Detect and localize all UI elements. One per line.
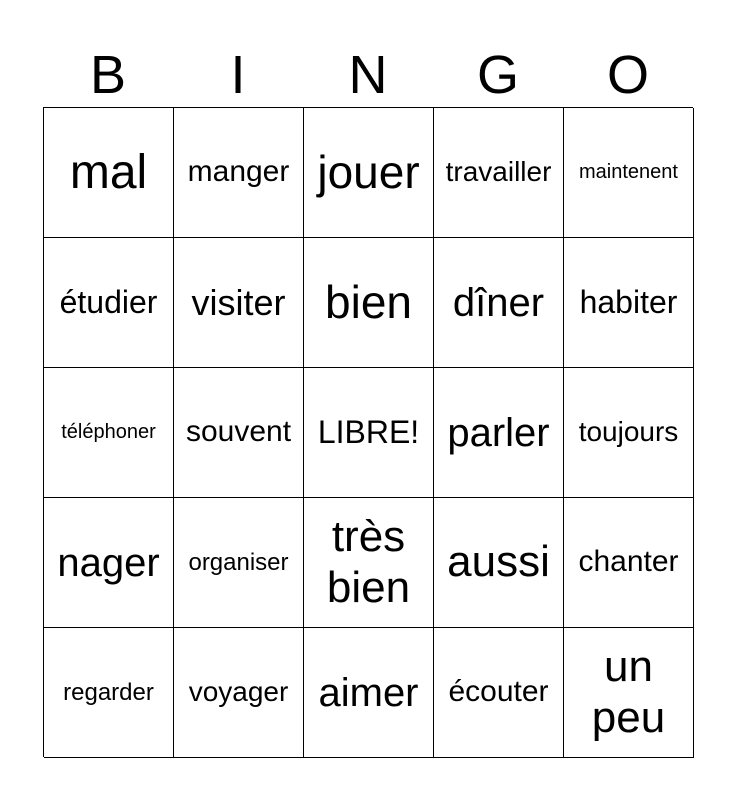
bingo-cell[interactable]: aimer [304,628,434,758]
header-letter-b: B [89,45,127,105]
bingo-cell[interactable]: maintenent [564,108,694,238]
bingo-cell[interactable]: jouer [304,108,434,238]
bingo-cell[interactable]: téléphoner [44,368,174,498]
header-letter-i: I [230,45,246,105]
bingo-cell[interactable]: organiser [174,498,304,628]
bingo-cell[interactable]: travailler [434,108,564,238]
bingo-header [43,42,693,108]
bingo-cell[interactable]: bien [304,238,434,368]
bingo-cell[interactable]: nager [44,498,174,628]
bingo-cell[interactable]: souvent [174,368,304,498]
header-letter-o: O [606,45,649,105]
bingo-cell[interactable]: étudier [44,238,174,368]
bingo-cell[interactable]: visiter [174,238,304,368]
header-letter-n: N [348,45,388,105]
bingo-cell[interactable]: mal [44,108,174,238]
bingo-cell[interactable]: toujours [564,368,694,498]
free-space-cell[interactable]: LIBRE! [304,368,434,498]
bingo-cell[interactable]: dîner [434,238,564,368]
bingo-cell[interactable]: voyager [174,628,304,758]
bingo-cell[interactable]: aussi [434,498,564,628]
bingo-cell[interactable]: habiter [564,238,694,368]
bingo-board [43,107,693,757]
bingo-cell[interactable]: manger [174,108,304,238]
bingo-cell[interactable]: un peu [564,628,694,758]
header-letter-g: G [476,45,519,105]
bingo-cell[interactable]: regarder [44,628,174,758]
bingo-cell[interactable]: écouter [434,628,564,758]
bingo-cell[interactable]: chanter [564,498,694,628]
bingo-cell[interactable]: parler [434,368,564,498]
bingo-cell[interactable]: très bien [304,498,434,628]
